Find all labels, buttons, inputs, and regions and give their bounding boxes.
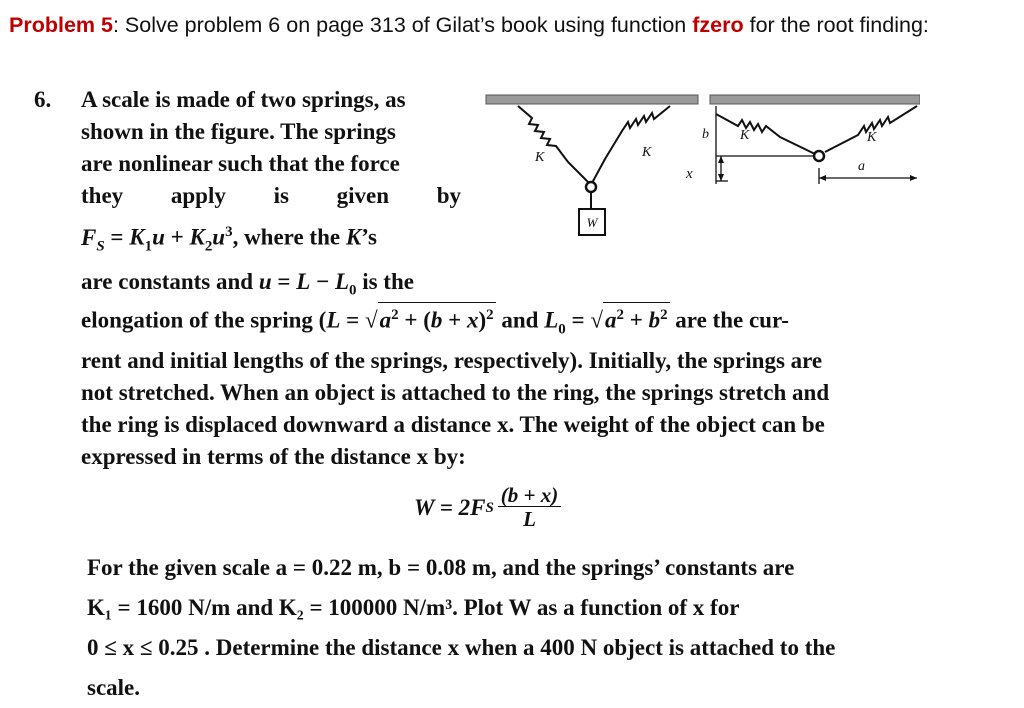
formula-numerator: (b + x): [498, 484, 561, 507]
formula-sub: S: [485, 499, 494, 516]
right-spring-2: [825, 106, 917, 152]
para3-line-1: For the given scale a = 0.22 m, b = 0.08 m, and the springs’ constants are: [87, 555, 795, 580]
para2-line-2: rent and initial lengths of the springs, respectively). Initially, the springs are: [81, 348, 823, 374]
para3-line-3: 0 ≤ x ≤ 0.25 . Determine the distance x when a 400 N object is attached to the: [87, 635, 836, 660]
formula-lhs: W = 2F: [414, 494, 486, 520]
para3-line-4: scale.: [87, 675, 141, 700]
left-ring: [586, 182, 596, 192]
label-k-right2: K: [867, 130, 877, 145]
right-spring-1: [716, 114, 815, 154]
force-equation: $F_S = K_1u + K_2u^3$, where the K’s: [81, 224, 377, 255]
left-spring-1: [518, 106, 590, 184]
problem-intro: [81, 84, 461, 307]
label-b: b: [702, 127, 709, 142]
intro-line-2: shown in the figure. The springs: [81, 119, 396, 144]
formula-fraction: [498, 484, 561, 531]
problem-paragraph-2: [81, 302, 923, 473]
intro-line-4: they apply is given by: [81, 183, 461, 208]
para2-line-4: the ring is displaced downward a distance x. The weight of the object can be: [81, 412, 825, 438]
label-k-mid: K: [642, 145, 652, 160]
ceiling-right: [710, 95, 920, 104]
constants-line: are constants and $u = L - L_0$ is the: [81, 269, 414, 299]
header-text-before: : Solve problem 6 on page 313 of Gilat’s book using function: [112, 13, 693, 37]
weight-formula: [414, 484, 561, 531]
formula-denominator: L: [523, 507, 536, 531]
right-ring: [814, 151, 824, 161]
problem-header: [9, 7, 1019, 43]
intro-line-3: are nonlinear such that the force: [81, 151, 400, 176]
label-a: a: [858, 159, 865, 174]
elongation-line: elongation of the spring ($L = √a^2 + (b + x)^2$ and $L_0 = √a^2 + b^2$ are the cur-: [81, 302, 923, 345]
ceiling-left: [486, 95, 698, 104]
problem-number: 6.: [34, 87, 52, 112]
label-x: x: [686, 166, 693, 182]
problem-paragraph-3: [87, 548, 923, 708]
intro-line-1: A scale is made of two springs, as: [81, 87, 406, 112]
para3-line-2: K₁ = 1600 N/m and K₂ = 100000 N/m³. Plot W as a function of x for: [87, 595, 740, 620]
springs-figure: [480, 84, 920, 254]
para2-line-5: expressed in terms of the distance x by:: [81, 444, 466, 470]
problem-label: Problem 5: [9, 13, 113, 37]
left-spring-2: [592, 106, 670, 183]
para2-line-3: not stretched. When an object is attached to the ring, the springs stretch and: [81, 380, 830, 406]
weight-label: W: [586, 215, 598, 230]
header-text-after: for the root finding:: [743, 13, 929, 37]
label-k-right1: K: [740, 128, 750, 143]
function-name: fzero: [692, 13, 744, 37]
label-k-left: K: [535, 150, 545, 165]
